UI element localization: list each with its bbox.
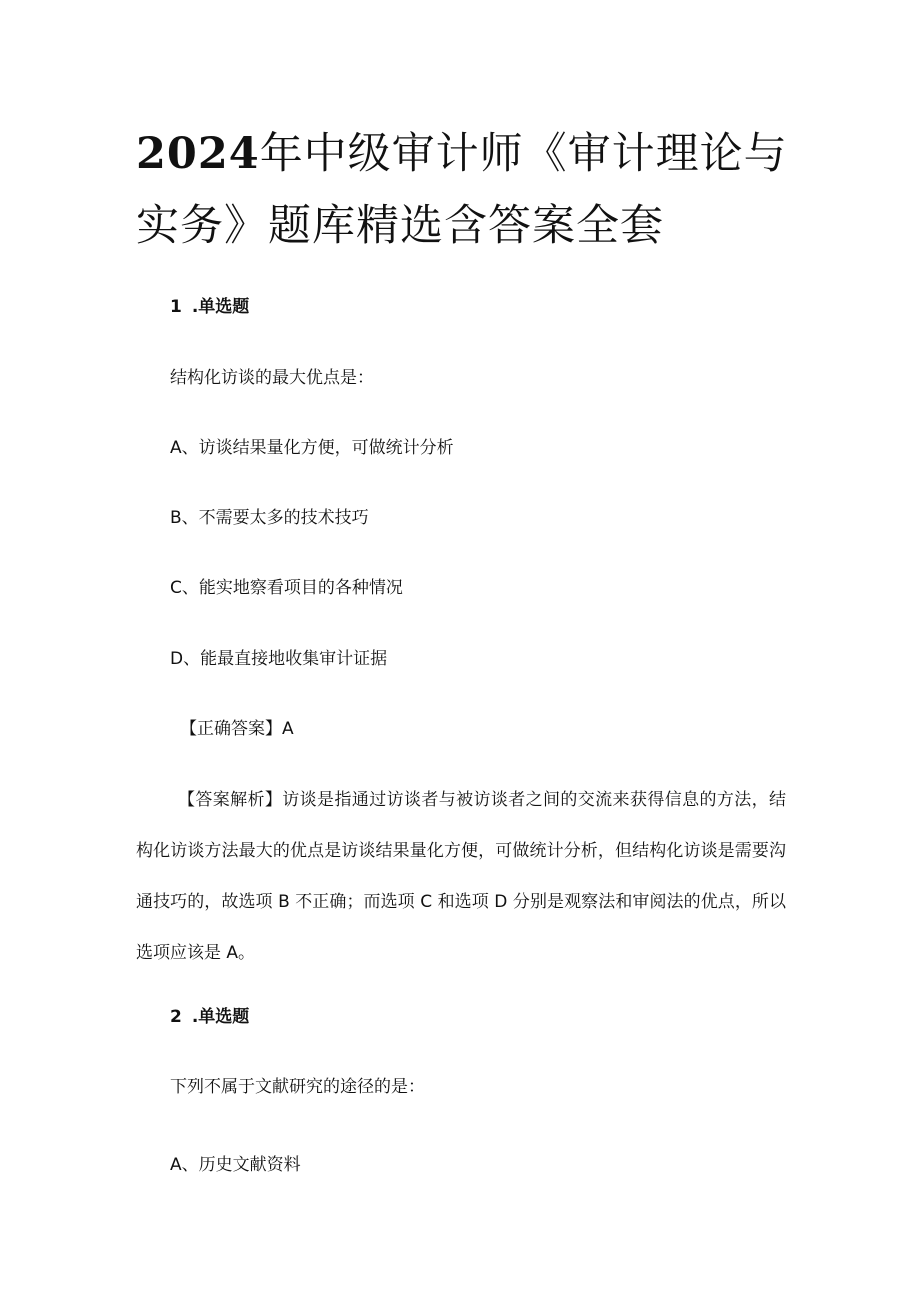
- question-1-number: 1: [170, 297, 182, 317]
- question-1-type: .单选题: [191, 297, 250, 317]
- question-2-type: .单选题: [191, 1007, 250, 1027]
- document-title: [136, 118, 796, 262]
- question-1-answer: 【正确答案】A: [180, 719, 294, 739]
- question-1-header: [170, 295, 249, 319]
- question-1-stem: 结构化访谈的最大优点是：: [170, 368, 374, 388]
- question-1-option-a: A、访谈结果量化方便，可做统计分析: [170, 438, 454, 458]
- question-2-number: 2: [170, 1007, 182, 1027]
- question-1-option-b: B、不需要太多的技术技巧: [170, 508, 369, 528]
- question-1-analysis: 【答案解析】访谈是指通过访谈者与被访谈者之间的交流来获得信息的方法，结构化访谈方法最大的优点是访谈结果量化方便，可做统计分析，但结构化访谈是需要沟通技巧的，故选项 B 不正确；而选项 C 和选项 D 分别是观察法和审阅法的优点，所以选项应该是 A。: [136, 790, 786, 963]
- question-2-stem: 下列不属于文献研究的途径的是：: [170, 1077, 425, 1097]
- question-2-header: [170, 1005, 249, 1029]
- question-2-option-a: A、历史文献资料: [170, 1155, 301, 1175]
- title-year: 2024: [136, 129, 260, 179]
- title-text: 年中级审计师《审计理论与实务》题库精选含答案全套: [136, 129, 788, 251]
- question-1-option-c: C、能实地察看项目的各种情况: [170, 578, 403, 598]
- question-1-option-d: D、能最直接地收集审计证据: [170, 649, 388, 669]
